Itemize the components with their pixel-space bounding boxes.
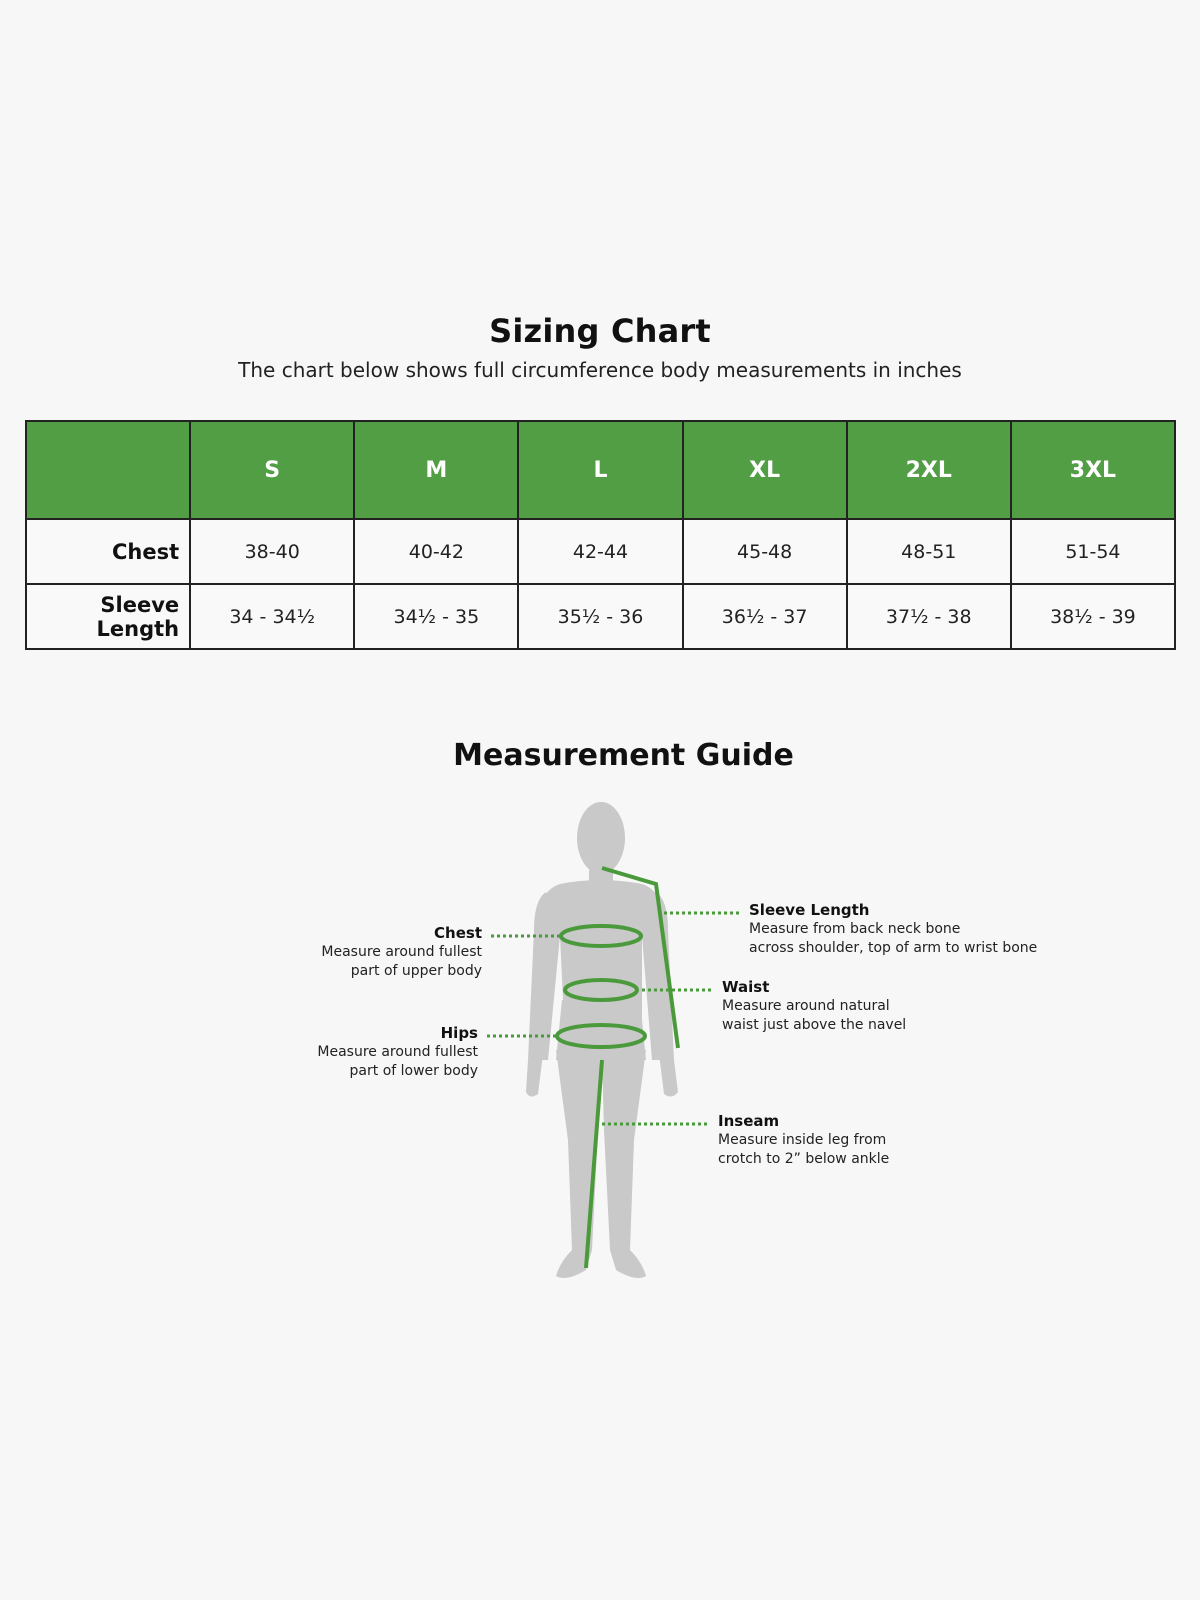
waist-annotation-label: Waist: [722, 978, 770, 996]
table-cell: 37½ - 38: [847, 584, 1011, 649]
waist-annotation: [722, 978, 982, 1035]
sleeve-annotation-line2: across shoulder, top of arm to wrist bone: [749, 940, 1038, 956]
figure-head: [577, 802, 625, 874]
guide-title: Measurement Guide: [453, 738, 794, 773]
table-cell: 34½ - 35: [354, 584, 518, 649]
header-cell-xl: XL: [683, 421, 847, 519]
waist-annotation-line1: Measure around natural: [722, 998, 890, 1014]
hips-annotation-line1: Measure around fullest: [317, 1044, 478, 1060]
inseam-annotation-label: Inseam: [718, 1112, 780, 1130]
table-cell: 51-54: [1011, 519, 1175, 584]
sleeve-annotation-label: Sleeve Length: [749, 901, 870, 919]
hips-annotation-label: Hips: [440, 1024, 478, 1042]
sleeve-annotation: [749, 901, 1049, 958]
row-label-sleeve-length: Sleeve Length: [26, 584, 190, 649]
table-cell: 45-48: [683, 519, 847, 584]
table-cell: 42-44: [518, 519, 682, 584]
row-label-chest: Chest: [26, 519, 190, 584]
page-subtitle: The chart below shows full circumference body measurements in inches: [238, 358, 962, 382]
body-silhouette: [526, 802, 678, 1278]
table-cell: 38½ - 39: [1011, 584, 1175, 649]
inseam-annotation: [718, 1112, 978, 1169]
table-cell: 36½ - 37: [683, 584, 847, 649]
hips-annotation: [296, 1024, 478, 1081]
header-cell-3xl: 3XL: [1011, 421, 1175, 519]
hips-annotation-line2: part of lower body: [349, 1063, 478, 1079]
table-cell: 48-51: [847, 519, 1011, 584]
chest-annotation-line1: Measure around fullest: [321, 944, 482, 960]
table-cell: 35½ - 36: [518, 584, 682, 649]
chest-annotation-line2: part of upper body: [350, 963, 482, 979]
chest-annotation: [300, 924, 482, 981]
inseam-annotation-line1: Measure inside leg from: [718, 1132, 887, 1148]
sleeve-annotation-line1: Measure from back neck bone: [749, 921, 961, 937]
figure-right-leg: [602, 1050, 646, 1278]
inseam-annotation-line2: crotch to 2” below ankle: [718, 1151, 890, 1167]
header-cell-2xl: 2XL: [847, 421, 1011, 519]
page-title: Sizing Chart: [489, 312, 711, 350]
chest-annotation-label: Chest: [434, 924, 482, 942]
header-cell-s: S: [190, 421, 354, 519]
table-cell: 40-42: [354, 519, 518, 584]
waist-annotation-line2: waist just above the navel: [722, 1017, 907, 1033]
table-cell: 34 - 34½: [190, 584, 354, 649]
header-cell-m: M: [354, 421, 518, 519]
header-cell-l: L: [518, 421, 682, 519]
table-cell: 38-40: [190, 519, 354, 584]
